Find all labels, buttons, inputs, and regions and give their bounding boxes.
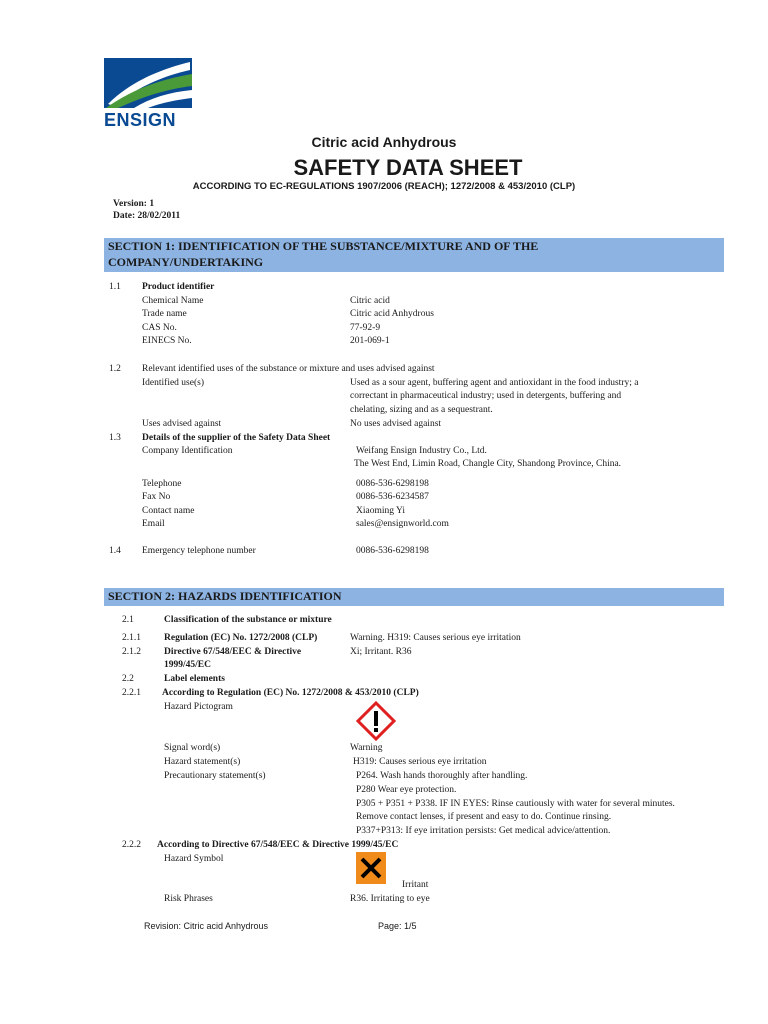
s2-2-2-num: 2.2.2 xyxy=(122,840,141,850)
version: Version: 1 xyxy=(113,199,155,209)
hazard-statement-value: H319: Causes serious eye irritation xyxy=(353,757,487,767)
document-title: SAFETY DATA SHEET xyxy=(293,155,523,180)
cas-value: 77-92-9 xyxy=(350,323,381,333)
hazard-symbol-label: Hazard Symbol xyxy=(164,854,224,864)
product-title: Citric acid Anhydrous xyxy=(311,134,457,150)
hazard-statement-label: Hazard statement(s) xyxy=(164,757,241,767)
risk-phrases-label: Risk Phrases xyxy=(164,894,213,904)
s1-2-num: 1.2 xyxy=(109,364,121,374)
identified-uses-line: chelating, sizing and as a sequestrant. xyxy=(350,405,493,415)
fax-value: 0086-536-6234587 xyxy=(356,492,429,502)
hazard-symbol-caption: Irritant xyxy=(402,880,429,890)
s1-1-num: 1.1 xyxy=(109,282,121,292)
s2-1-2-title: Directive 67/548/EEC & Directive xyxy=(164,647,302,657)
risk-phrases-value: R36. Irritating to eye xyxy=(350,894,430,904)
trade-name-value: Citric acid Anhydrous xyxy=(350,309,434,319)
s2-1-2-value: Xi; Irritant. R36 xyxy=(350,647,412,657)
contact-name-value: Xiaoming Yi xyxy=(356,506,405,516)
telephone-value: 0086-536-6298198 xyxy=(356,479,429,489)
s1-1-title: Product identifier xyxy=(142,282,215,292)
section2-heading: SECTION 2: HAZARDS IDENTIFICATION xyxy=(104,588,724,606)
section1-heading-line2: COMPANY/UNDERTAKING xyxy=(108,255,264,269)
email-label: Email xyxy=(142,519,165,529)
footer-revision: Revision: Citric acid Anhydrous xyxy=(144,921,269,931)
chemical-name-label: Chemical Name xyxy=(142,296,204,306)
contact-name-label: Contact name xyxy=(142,506,195,516)
s2-1-2-num: 2.1.2 xyxy=(122,647,141,657)
company-line: Weifang Ensign Industry Co., Ltd. xyxy=(356,446,487,456)
brand-name: ENSIGN xyxy=(104,110,177,130)
chemical-name-value: Citric acid xyxy=(350,296,390,306)
company-line: The West End, Limin Road, Changle City, Shandong Province, China. xyxy=(354,459,622,469)
s1-4-num: 1.4 xyxy=(109,546,121,556)
precautionary-line: P264. Wash hands thoroughly after handling. xyxy=(356,771,528,781)
identified-uses-line: correctant in pharmaceutical industry; used in detergents, buffering and xyxy=(350,391,622,401)
telephone-label: Telephone xyxy=(142,479,182,489)
irritant-symbol-icon xyxy=(356,852,386,884)
einecs-label: EINECS No. xyxy=(142,336,192,346)
section1-heading xyxy=(104,238,724,272)
email-value: sales@ensignworld.com xyxy=(356,519,449,529)
s2-1-num: 2.1 xyxy=(122,615,134,625)
date: Date: 28/02/2011 xyxy=(113,211,181,221)
s2-2-title: Label elements xyxy=(164,674,225,684)
precautionary-line: P337+P313: If eye irritation persists: Get medical advice/attention. xyxy=(356,826,611,836)
s1-2-title: Relevant identified uses of the substance or mixture and uses advised against xyxy=(142,364,435,374)
identified-uses-label: Identified use(s) xyxy=(142,378,204,388)
precautionary-line: Remove contact lenses, if present and easy to do. Continue rinsing. xyxy=(356,812,612,822)
identified-uses-line: Used as a sour agent, buffering agent and antioxidant in the food industry; a xyxy=(350,378,639,388)
document-subtitle: ACCORDING TO EC-REGULATIONS 1907/2006 (REACH); 1272/2008 & 453/2010 (CLP) xyxy=(192,181,576,192)
s2-2-1-num: 2.2.1 xyxy=(122,688,141,698)
precautionary-label: Precautionary statement(s) xyxy=(164,771,266,781)
s2-2-num: 2.2 xyxy=(122,674,134,684)
signal-word-value: Warning xyxy=(350,743,383,753)
s2-1-title: Classification of the substance or mixture xyxy=(164,615,332,625)
s2-1-1-value: Warning. H319: Causes serious eye irritation xyxy=(350,633,521,643)
footer-page: Page: 1/5 xyxy=(378,921,417,931)
emergency-value: 0086-536-6298198 xyxy=(356,546,429,556)
pictogram-label: Hazard Pictogram xyxy=(164,702,233,712)
precautionary-line: P280 Wear eye protection. xyxy=(356,785,457,795)
section1-heading-line1: SECTION 1: IDENTIFICATION OF THE SUBSTANCE/MIXTURE AND OF THE xyxy=(108,239,539,253)
uses-against-value: No uses advised against xyxy=(350,419,442,429)
s2-1-1-num: 2.1.1 xyxy=(122,633,141,643)
fax-label: Fax No xyxy=(142,492,171,502)
s1-3-title: Details of the supplier of the Safety Data Sheet xyxy=(142,433,331,443)
precautionary-line: P305 + P351 + P338. IF IN EYES: Rinse cautiously with water for several minutes. xyxy=(356,799,675,809)
einecs-value: 201-069-1 xyxy=(350,336,390,346)
company-label: Company Identification xyxy=(142,446,233,456)
s2-1-1-title: Regulation (EC) No. 1272/2008 (CLP) xyxy=(164,633,318,643)
s1-3-num: 1.3 xyxy=(109,433,121,443)
cas-label: CAS No. xyxy=(142,323,177,333)
signal-word-label: Signal word(s) xyxy=(164,743,221,753)
ghs-exclamation-icon xyxy=(356,701,396,741)
emergency-label: Emergency telephone number xyxy=(142,546,256,556)
uses-against-label: Uses advised against xyxy=(142,419,222,429)
s2-1-2-title-cont: 1999/45/EC xyxy=(164,660,211,670)
s2-2-1-title: According to Regulation (EC) No. 1272/2008 & 453/2010 (CLP) xyxy=(162,688,419,698)
s2-2-2-title: According to Directive 67/548/EEC & Directive 1999/45/EC xyxy=(157,840,399,850)
trade-name-label: Trade name xyxy=(142,309,187,319)
